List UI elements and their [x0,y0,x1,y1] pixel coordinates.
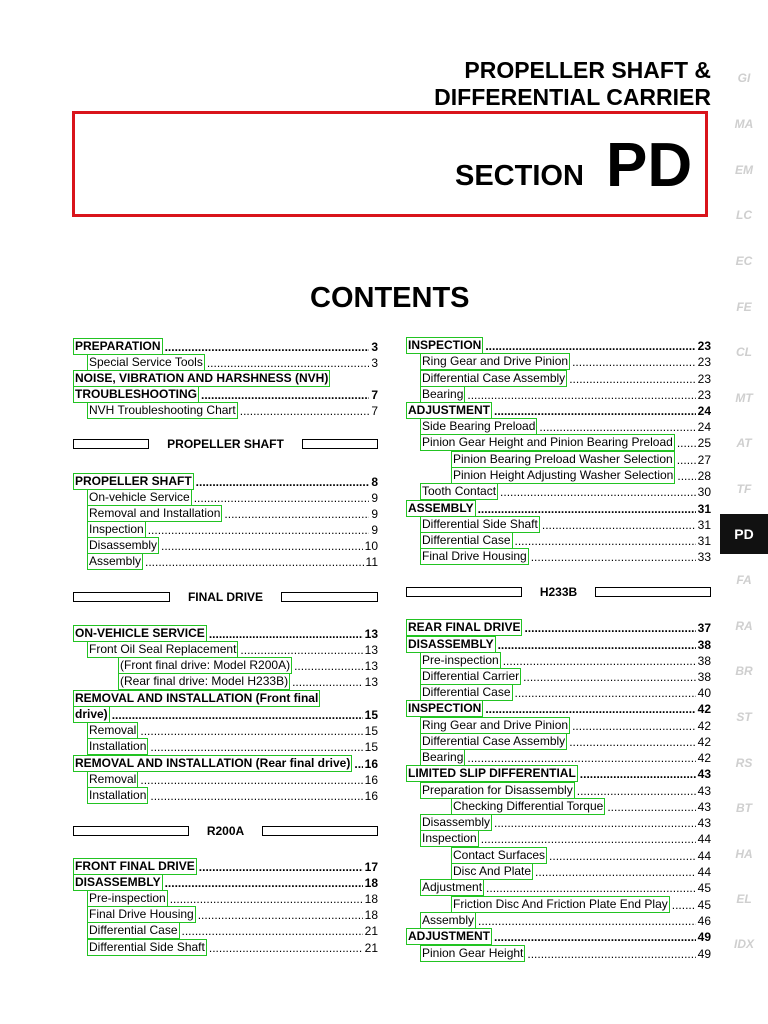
toc-entry-label[interactable]: Differential Side Shaft [89,940,205,954]
toc-entry-label[interactable]: Pre-inspection [89,891,166,905]
toc-entry-label[interactable]: Removal [89,772,137,786]
toc-entry-label[interactable]: (Front final drive: Model R200A) [120,658,291,672]
toc-entry-label[interactable]: Inspection [89,522,144,536]
dot-leader [478,914,696,929]
toc-entry-label[interactable]: FRONT FINAL DRIVE [75,859,195,873]
dot-leader [207,356,369,371]
divider-box-left [73,826,189,836]
section-tab-idx[interactable]: IDX [733,937,754,951]
section-tab-el[interactable]: EL [736,892,752,906]
toc-entry-label[interactable]: DISASSEMBLY [75,875,161,889]
toc-page-number: 46 [697,914,711,928]
toc-entry-limited-slip-differential[interactable] [406,765,711,782]
section-tab-em[interactable]: EM [735,163,753,177]
toc-entry-label[interactable]: Inspection [422,831,477,845]
toc-entry-label[interactable]: Installation [89,739,147,753]
toc-entry-disassembly[interactable] [73,874,378,891]
dot-leader [467,751,695,766]
dot-leader [542,518,696,533]
toc-page-number: 3 [371,340,378,354]
toc-page-number: 27 [697,453,711,467]
dot-leader [199,860,363,875]
toc-page-number: 23 [697,355,711,369]
dot-leader [240,404,370,419]
toc-page-number: 9 [371,523,378,537]
divider-box-right [595,587,711,597]
dot-leader [478,502,696,517]
toc-page-number: 13 [364,627,378,641]
toc-page-number: 10 [364,539,378,553]
dot-leader [494,930,696,945]
toc-entry-final-drive-housing[interactable] [87,906,378,923]
toc-entry-differential-case[interactable] [87,922,378,939]
dot-leader [572,355,696,370]
toc-entry-label[interactable]: LIMITED SLIP DIFFERENTIAL [408,766,576,780]
toc-page-number: 13 [364,643,378,657]
toc-entry-label[interactable]: Differential Side Shaft [422,517,538,531]
toc-entry-checking-differential-torque[interactable] [451,798,711,815]
toc-entry-tooth-contact[interactable] [420,483,711,500]
dot-leader [494,404,696,419]
toc-entry-label[interactable]: ADJUSTMENT [408,403,491,417]
toc-page-number: 31 [697,534,711,548]
toc-entry-label[interactable]: Preparation for Disassembly [422,783,573,797]
dot-leader [481,832,696,847]
section-tab-fa[interactable]: FA [736,573,752,587]
dot-leader [580,767,696,782]
toc-page-number: 31 [697,518,711,532]
toc-entry-label[interactable]: Disassembly [89,538,158,552]
toc-entry-inspection[interactable] [87,521,378,538]
toc-entry-differential-side-shaft[interactable] [420,516,711,533]
toc-entry-inspection[interactable] [406,337,711,354]
toc-page-number: 16 [364,789,378,803]
toc-page-number: 23 [697,372,711,386]
toc-entry-label[interactable]: Checking Differential Torque [453,799,604,813]
toc-page-number: 24 [697,404,711,418]
toc-entry-special-service-tools[interactable] [87,354,378,371]
toc-page-number: 42 [697,719,711,733]
dot-leader [531,550,696,565]
section-code: PD [606,131,693,200]
dot-leader [539,420,695,435]
toc-entry-assembly[interactable] [406,500,711,517]
toc-page-number: 37 [697,621,711,635]
toc-page-number: 43 [697,800,711,814]
toc-entry-label[interactable]: Ring Gear and Drive Pinion [422,354,569,368]
toc-entry-label[interactable]: Assembly [89,554,142,568]
toc-entry-troubleshooting[interactable] [73,386,378,403]
toc-page-number: 49 [697,947,711,961]
dot-leader [182,924,363,939]
toc-entry-label[interactable]: On-vehicle Service [89,490,190,504]
toc-page-number: 43 [697,767,711,781]
toc-page-number: 21 [364,924,378,938]
toc-entry-label[interactable]: Disassembly [422,815,491,829]
toc-entry-label[interactable]: TROUBLESHOOTING [75,387,197,401]
toc-entry-label[interactable]: Pre-inspection [422,653,499,667]
toc-entry-label[interactable]: INSPECTION [408,338,482,352]
divider-box-left [406,587,522,597]
toc-entry-label[interactable]: NVH Troubleshooting Chart [89,403,236,417]
toc-entry-disassembly[interactable] [87,537,378,554]
toc-page-number: 3 [371,356,378,370]
section-tab-rs[interactable]: RS [735,756,753,770]
toc-entry-bearing[interactable] [420,386,711,403]
toc-entry-final-drive-housing[interactable] [420,548,711,565]
toc-entry-differential-side-shaft[interactable] [87,939,378,956]
toc-entry-inspection[interactable] [420,830,711,847]
toc-entry-label[interactable]: Differential Carrier [422,669,520,683]
toc-page-number: 11 [365,555,378,569]
dot-leader [198,908,363,923]
toc-entry-rear-final-drive[interactable] [406,619,711,636]
toc-page-number: 43 [697,816,711,830]
toc-page-number: 43 [697,784,711,798]
section-tab-fe[interactable]: FE [736,300,752,314]
divider-box-left [73,592,170,602]
toc-page-number: 45 [697,881,711,895]
toc-entry-side-bearing-preload[interactable] [420,418,711,435]
toc-entry-pre-inspection[interactable] [420,652,711,669]
section-tab-tf[interactable]: TF [736,482,752,496]
toc-page-number: 31 [697,502,711,516]
section-tab-at[interactable]: AT [736,436,752,450]
toc-page-number: 18 [364,876,378,890]
toc-entry-label[interactable]: Friction Disc And Friction Plate End Play [453,897,668,911]
divider-box-left [73,439,149,449]
section-tab-br[interactable]: BR [735,664,753,678]
toc-entry-propeller-shaft[interactable] [73,473,378,490]
toc-page-number: 38 [697,670,711,684]
toc-entry-label[interactable]: Tooth Contact [422,484,497,498]
toc-page-number: 38 [697,654,711,668]
toc-page-number: 25 [697,436,711,450]
toc-entry-inspection[interactable] [406,700,711,717]
toc-entry-adjustment[interactable] [420,879,711,896]
toc-page-number: 9 [371,491,378,505]
toc-page-number: 15 [364,724,378,738]
toc-entry-assembly[interactable] [87,553,378,570]
toc-entry-label[interactable]: Bearing [422,750,464,764]
toc-entry-label[interactable]: Installation [89,788,147,802]
section-tab-ma[interactable]: MA [734,117,754,131]
toc-entry-disc-and-plate[interactable] [451,863,711,880]
section-tab-pd[interactable]: PD [720,514,768,554]
toc-entry-differential-case[interactable] [420,532,711,549]
toc-entry-removal-and-installation-front-final[interactable] [73,690,378,707]
dot-leader [498,638,696,653]
toc-page-number: 28 [697,469,711,483]
toc-page-number: 18 [364,908,378,922]
toc-entry-adjustment[interactable] [406,402,711,419]
toc-page-number: 45 [697,898,711,912]
toc-entry-differential-case-assembly[interactable] [420,370,711,387]
dot-leader [209,627,363,642]
toc-entry-label[interactable]: drive) [75,707,108,721]
dot-leader [503,654,696,669]
toc-entry-removal-and-installation[interactable] [87,505,378,522]
toc-entry-differential-carrier[interactable] [420,668,711,685]
toc-entry-label[interactable]: Assembly [422,913,475,927]
dot-leader [569,735,695,750]
dot-leader [577,784,696,799]
toc-page-number: 16 [364,757,378,771]
dot-leader [148,523,370,538]
toc-section-divider [406,585,711,599]
toc-page-number: 49 [697,930,711,944]
toc-entry-label[interactable]: Differential Case Assembly [422,371,566,385]
dot-leader [150,740,362,755]
dot-leader [140,773,362,788]
toc-page-number: 44 [697,849,711,863]
dot-leader [677,469,695,484]
toc-entry-label[interactable]: Side Bearing Preload [422,419,536,433]
divider-label: PROPELLER SHAFT [167,437,284,451]
toc-page-number: 7 [371,404,378,418]
section-tab-st[interactable]: ST [736,710,752,724]
toc-page-number: 42 [697,702,711,716]
toc-entry-pinion-gear-height[interactable] [420,945,711,962]
toc-entry-label[interactable]: Disc And Plate [453,864,532,878]
toc-entry-on-vehicle-service[interactable] [87,489,378,506]
toc-entry-removal[interactable] [87,771,378,788]
toc-entry-pinion-height-adjusting-washer-selection[interactable] [451,467,711,484]
toc-entry-assembly[interactable] [420,912,711,929]
toc-entry-label[interactable]: (Rear final drive: Model H233B) [120,674,289,688]
toc-entry-friction-disc-and-friction-plate-end-play[interactable] [451,896,711,913]
toc-entry-front-final-drive[interactable] [73,858,378,875]
dot-leader [145,555,364,570]
dot-leader [527,947,695,962]
document-title-line1: PROPELLER SHAFT & [464,57,711,83]
section-tab-cl[interactable]: CL [736,345,752,359]
toc-entry-label[interactable]: Ring Gear and Drive Pinion [422,718,569,732]
dot-leader [672,898,696,913]
toc-entry-differential-case-assembly[interactable] [420,733,711,750]
dot-leader [486,881,696,896]
toc-entry-bearing[interactable] [420,749,711,766]
toc-entry-contact-surfaces[interactable] [451,847,711,864]
toc-entry-label[interactable]: Front Oil Seal Replacement [89,642,237,656]
dot-leader [294,659,363,674]
toc-entry-label[interactable]: Bearing [422,387,464,401]
toc-page-number: 18 [364,892,378,906]
toc-entry-label[interactable]: REMOVAL AND INSTALLATION (Front final [75,691,319,705]
toc-entry-label[interactable]: NOISE, VIBRATION AND HARSHNESS (NVH) [75,371,329,385]
toc-page-number: 16 [364,773,378,787]
toc-entry-disassembly[interactable] [406,636,711,653]
document-title-line2: DIFFERENTIAL CARRIER [434,84,711,110]
dot-leader [467,388,695,403]
dot-leader [161,539,363,554]
dot-leader [572,719,696,734]
toc-entry-label[interactable]: Final Drive Housing [89,907,194,921]
toc-entry-label[interactable]: Final Drive Housing [422,549,527,563]
toc-entry-label[interactable]: INSPECTION [408,701,482,715]
toc-entry-ring-gear-and-drive-pinion[interactable] [420,353,711,370]
toc-entry-label[interactable]: Pinion Bearing Preload Washer Selection [453,452,673,466]
dot-leader [194,491,370,506]
toc-entry-label[interactable]: DISASSEMBLY [408,637,494,651]
toc-entry-label[interactable]: REAR FINAL DRIVE [408,620,521,634]
toc-entry-label[interactable]: Pinion Gear Height and Pinion Bearing Preload [422,435,673,449]
toc-page-number: 13 [364,659,378,673]
toc-page-number: 15 [364,740,378,754]
toc-entry-label[interactable]: Removal and Installation [89,506,221,520]
dot-leader [165,876,363,891]
toc-page-number: 15 [364,708,378,722]
toc-entry-on-vehicle-service[interactable] [73,625,378,642]
dot-leader [549,849,696,864]
section-tab-ec[interactable]: EC [735,254,753,268]
dot-leader [170,892,363,907]
dot-leader [494,816,696,831]
dot-leader [140,724,362,739]
toc-entry-preparation[interactable] [73,338,378,355]
contents-heading: CONTENTS [310,282,470,314]
dot-leader [524,621,695,636]
toc-page-number: 13 [364,675,378,689]
dot-leader [292,675,363,690]
toc-page-number: 33 [697,550,711,564]
toc-entry-drive[interactable] [73,706,378,723]
toc-page-number: 42 [697,751,711,765]
toc-entry-label[interactable]: REMOVAL AND INSTALLATION (Rear final drive) [75,756,351,770]
dot-leader [196,475,370,490]
section-tab-ha[interactable]: HA [735,847,753,861]
section-label: SECTION [455,160,584,192]
toc-entry-label[interactable]: Removal [89,723,137,737]
toc-page-number: 23 [697,339,711,353]
section-tab-gi[interactable]: GI [737,71,751,85]
toc-entry-label[interactable]: Contact Surfaces [453,848,546,862]
toc-page-number: 40 [697,686,711,700]
toc-page-number: 17 [364,860,378,874]
toc-entry-label[interactable]: Differential Case [89,923,178,937]
section-tab-lc[interactable]: LC [736,208,752,222]
divider-box-right [262,826,378,836]
dot-leader [209,941,363,956]
toc-entry-front-oil-seal-replacement[interactable] [87,641,378,658]
toc-page-number: 24 [697,420,711,434]
toc-entry-pinion-gear-height-and-pinion-bearing-preload[interactable] [420,434,711,451]
divider-box-right [302,439,378,449]
dot-leader [515,534,696,549]
toc-page-number: 21 [364,941,378,955]
toc-entry-label[interactable]: Special Service Tools [89,355,203,369]
dot-leader [607,800,695,815]
toc-entry-label[interactable]: Pinion Gear Height [422,946,524,960]
toc-entry-differential-case[interactable] [420,684,711,701]
toc-entry-adjustment[interactable] [406,928,711,945]
toc-entry-removal-and-installation-rear-final-drive[interactable] [73,755,378,772]
dot-leader [485,702,695,717]
dot-leader [500,485,696,500]
divider-box-right [281,592,378,602]
dot-leader [354,757,362,772]
toc-entry-rear-final-drive-model-h233b[interactable] [118,673,378,690]
dot-leader [523,670,695,685]
toc-entry-preparation-for-disassembly[interactable] [420,782,711,799]
divider-label: H233B [539,585,578,599]
section-tab-bt[interactable]: BT [736,801,752,815]
toc-page-number: 44 [697,865,711,879]
dot-leader [485,339,695,354]
dot-leader [535,865,696,880]
toc-page-number: 30 [697,485,711,499]
dot-leader [224,507,369,522]
toc-entry-label[interactable]: Differential Case [422,533,511,547]
toc-page-number: 9 [371,507,378,521]
dot-leader [112,708,363,723]
toc-entry-label[interactable]: PREPARATION [75,339,161,353]
toc-entry-label[interactable]: Adjustment [422,880,483,894]
section-tab-ra[interactable]: RA [735,619,753,633]
toc-page-number: 42 [697,735,711,749]
section-tab-mt[interactable]: MT [735,391,753,405]
toc-entry-removal[interactable] [87,722,378,739]
dot-leader [569,372,695,387]
toc-entry-noise-vibration-and-harshness-nvh[interactable] [73,370,378,387]
toc-page-number: 8 [371,475,378,489]
toc-entry-label[interactable]: Differential Case Assembly [422,734,566,748]
toc-section-divider [73,437,378,451]
toc-entry-label[interactable]: ON-VEHICLE SERVICE [75,626,205,640]
toc-entry-label[interactable]: Differential Case [422,685,511,699]
toc-entry-ring-gear-and-drive-pinion[interactable] [420,717,711,734]
dot-leader [515,686,696,701]
toc-entry-nvh-troubleshooting-chart[interactable] [87,402,378,419]
toc-entry-label[interactable]: Pinion Height Adjusting Washer Selection [453,468,674,482]
toc-entry-installation[interactable] [87,787,378,804]
toc-entry-front-final-drive-model-r200a[interactable] [118,657,378,674]
toc-entry-label[interactable]: ADJUSTMENT [408,929,491,943]
toc-page-number: 44 [697,832,711,846]
toc-entry-installation[interactable] [87,738,378,755]
toc-page-number: 38 [697,638,711,652]
dot-leader [677,436,696,451]
toc-section-divider [73,590,378,604]
toc-page-number: 7 [371,388,378,402]
dot-leader [201,388,369,403]
divider-label: FINAL DRIVE [187,590,264,604]
dot-leader [240,643,362,658]
toc-section-divider [73,824,378,838]
toc-entry-pre-inspection[interactable] [87,890,378,907]
toc-page-number: 23 [697,388,711,402]
dot-leader [165,340,370,355]
toc-entry-label[interactable]: ASSEMBLY [408,501,474,515]
divider-label: R200A [206,824,245,838]
toc-entry-label[interactable]: PROPELLER SHAFT [75,474,192,488]
dot-leader [150,789,362,804]
dot-leader [677,453,696,468]
toc-entry-pinion-bearing-preload-washer-selection[interactable] [451,451,711,468]
toc-entry-disassembly[interactable] [420,814,711,831]
